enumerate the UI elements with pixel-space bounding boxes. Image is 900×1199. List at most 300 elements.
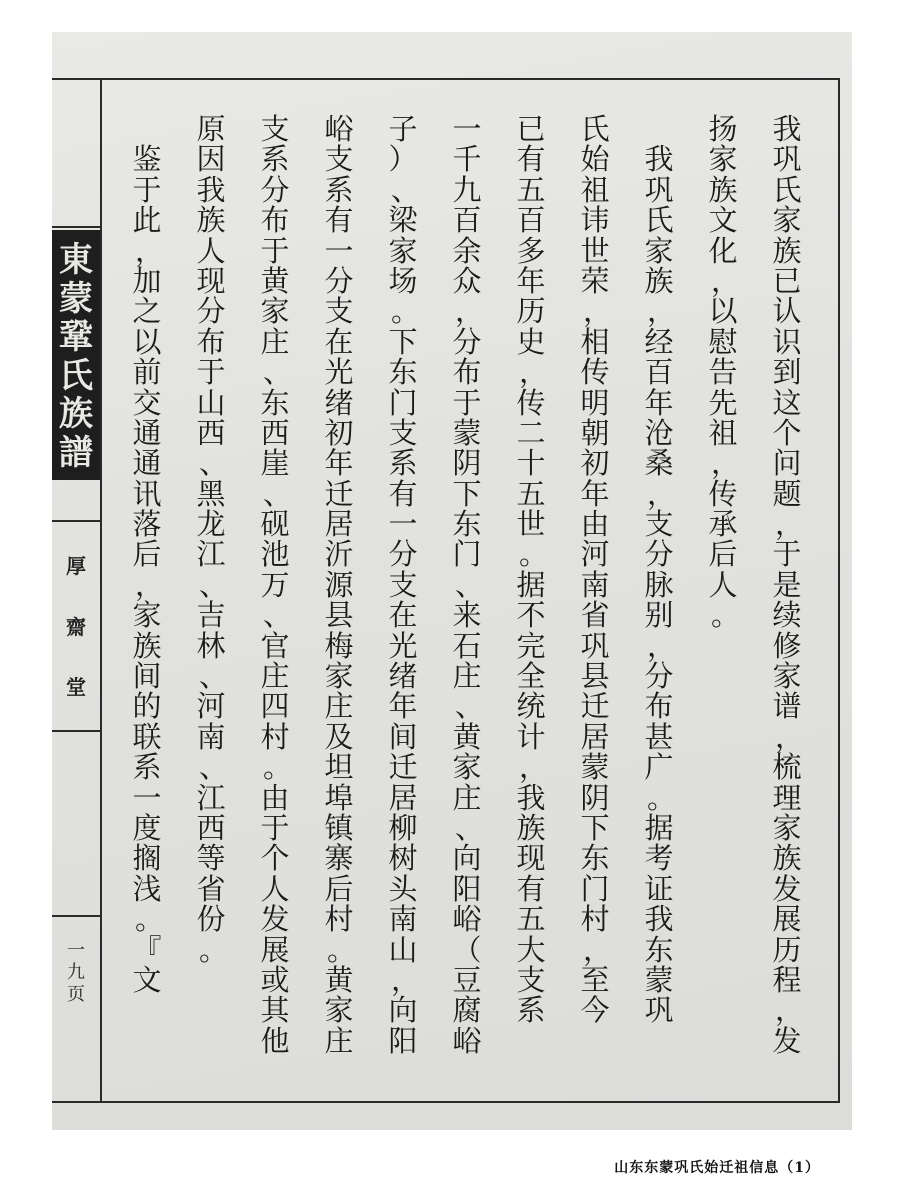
text-char: 家	[260, 294, 290, 329]
text-char: 我	[644, 142, 674, 177]
text-char: 至	[580, 962, 610, 997]
text-char: ，	[711, 263, 741, 298]
text-char: 阴	[580, 780, 610, 815]
text-char: 族	[516, 810, 546, 845]
text-char: 布	[644, 689, 674, 724]
text-char: 南	[196, 719, 226, 754]
text-char: 修	[772, 628, 802, 663]
text-char: 绪	[388, 659, 418, 694]
text-char: 村	[580, 902, 610, 937]
text-char: 支	[260, 112, 290, 146]
text-char: 到	[772, 355, 802, 390]
book-page-photo	[52, 32, 852, 1130]
text-char: 石	[452, 628, 482, 663]
text-char: 、	[455, 567, 485, 602]
text-char: 。	[519, 537, 549, 572]
text-char: 、	[263, 476, 293, 511]
text-char: ，	[647, 294, 677, 329]
text-char: 下	[388, 324, 418, 359]
text-char: 林	[196, 628, 226, 663]
text-char: 村	[260, 719, 290, 754]
text-char: 理	[772, 780, 802, 815]
text-char: 我	[196, 172, 226, 207]
text-char: 以	[132, 324, 162, 359]
text-char: 落	[132, 507, 162, 542]
text-char: 山	[388, 932, 418, 967]
text-column	[314, 114, 364, 1074]
text-char: 光	[324, 355, 354, 390]
text-char: 家	[452, 750, 482, 785]
text-char: ，	[519, 355, 549, 390]
text-column	[442, 114, 492, 1074]
text-char: 门	[452, 537, 482, 572]
text-char: 村	[324, 902, 354, 937]
text-char: 等	[196, 841, 226, 876]
margin-rule	[52, 915, 100, 917]
text-char: 家	[644, 233, 674, 268]
text-char: 或	[260, 962, 290, 997]
text-char: 河	[580, 537, 610, 572]
text-char: 县	[324, 598, 354, 633]
text-char: 于	[260, 810, 290, 845]
text-char: 前	[132, 355, 162, 390]
text-char: 已	[516, 112, 546, 146]
text-char: 东	[644, 932, 674, 967]
text-char: 支	[516, 962, 546, 997]
text-char: 完	[516, 628, 546, 663]
text-char: 腐	[452, 993, 482, 1028]
text-char: 于	[772, 537, 802, 572]
text-char: 认	[772, 294, 802, 329]
text-char: 是	[772, 567, 802, 602]
text-char: 文	[132, 962, 162, 997]
margin-column	[52, 80, 102, 1101]
text-char: 考	[644, 841, 674, 876]
text-char: 支	[324, 294, 354, 329]
text-char: 文	[708, 203, 738, 238]
text-char: 居	[388, 780, 418, 815]
text-column	[122, 114, 172, 1074]
hall-char: 堂	[66, 675, 86, 699]
text-char: 此	[132, 203, 162, 238]
text-char: 门	[388, 385, 418, 420]
text-char: 镇	[324, 810, 354, 845]
text-char: 五	[516, 902, 546, 937]
text-char: 祖	[580, 172, 610, 207]
image-caption: 山东东蒙巩氏始迁祖信息（1）	[614, 1160, 820, 1176]
text-char: 族	[708, 172, 738, 207]
text-char: 峪	[324, 112, 354, 146]
text-char: 黄	[324, 962, 354, 997]
text-char: ，	[583, 294, 613, 329]
text-char: 统	[516, 689, 546, 724]
text-char: 、	[199, 446, 229, 481]
text-char: 家	[324, 993, 354, 1028]
text-char: 布	[452, 355, 482, 390]
text-char: 其	[260, 993, 290, 1028]
text-char: 下	[580, 810, 610, 845]
text-char: 发	[260, 902, 290, 937]
text-char: ，	[391, 962, 421, 997]
text-char: 江	[196, 537, 226, 572]
text-char: 一	[324, 233, 354, 268]
text-char: 搁	[132, 841, 162, 876]
text-char: 多	[516, 233, 546, 268]
text-char: 计	[516, 719, 546, 754]
text-char: 一	[132, 780, 162, 815]
text-char: 始	[580, 142, 610, 177]
text-char: 历	[772, 932, 802, 967]
text-char: 南	[580, 567, 610, 602]
text-char: 柳	[388, 810, 418, 845]
text-char: 年	[644, 385, 674, 420]
text-char: 原	[196, 112, 226, 146]
text-char: 份	[196, 902, 226, 937]
text-char: 于	[196, 355, 226, 390]
text-char: 有	[516, 871, 546, 906]
text-char: 氏	[580, 112, 610, 146]
text-char: 甚	[644, 719, 674, 754]
text-column	[186, 114, 236, 1074]
text-char: 布	[196, 324, 226, 359]
text-char: 砚	[260, 507, 290, 542]
text-char: 先	[708, 385, 738, 420]
text-char: 续	[772, 598, 802, 633]
text-char: 广	[644, 750, 674, 785]
text-column	[506, 114, 556, 1074]
text-char: 支	[324, 142, 354, 177]
text-char: 传	[516, 385, 546, 420]
text-char: 黄	[260, 263, 290, 298]
text-char: 『	[132, 932, 162, 967]
text-char: 有	[516, 142, 546, 177]
text-char: 坦	[324, 750, 354, 785]
text-char: 庄	[324, 1023, 354, 1058]
text-char: 巩	[580, 628, 610, 663]
text-char: 我	[644, 902, 674, 937]
text-char: 家	[772, 203, 802, 238]
text-char: 源	[324, 567, 354, 602]
text-char: 有	[388, 476, 418, 511]
text-char: 、	[263, 598, 293, 633]
text-char: 庄	[260, 659, 290, 694]
text-char: 人	[708, 567, 738, 602]
title-char: 蒙	[59, 278, 93, 319]
text-char: 后	[708, 537, 738, 572]
page-frame	[52, 78, 840, 1103]
text-char: 年	[580, 476, 610, 511]
text-char: 通	[132, 415, 162, 450]
text-char: 百	[452, 203, 482, 238]
text-char: 阴	[452, 446, 482, 481]
text-char: 东	[388, 355, 418, 390]
text-char: 鉴	[132, 142, 162, 177]
text-char: 官	[260, 628, 290, 663]
text-char: 系	[388, 446, 418, 481]
text-char: 。	[263, 750, 293, 785]
text-char: 巩	[644, 172, 674, 207]
text-char: 已	[772, 263, 802, 298]
text-char: 系	[260, 142, 290, 177]
text-char: 荣	[580, 263, 610, 298]
text-char: 告	[708, 355, 738, 390]
text-char: 通	[132, 446, 162, 481]
text-char: 承	[708, 507, 738, 542]
text-char: 以	[708, 294, 738, 329]
text-char: 。	[199, 932, 229, 967]
text-char: 大	[516, 932, 546, 967]
text-char: 度	[132, 810, 162, 845]
text-char: 讳	[580, 203, 610, 238]
text-char: 后	[132, 537, 162, 572]
text-char: 余	[452, 233, 482, 268]
text-char: 谱	[772, 689, 802, 724]
text-char: 后	[324, 871, 354, 906]
text-char: 居	[580, 719, 610, 754]
text-char: 五	[516, 476, 546, 511]
text-char: ，	[711, 446, 741, 481]
text-char: 崖	[260, 446, 290, 481]
text-char: 于	[452, 385, 482, 420]
text-char: 初	[580, 446, 610, 481]
hall-char: 齋	[66, 614, 86, 639]
text-column	[250, 114, 300, 1074]
text-char: 。	[647, 780, 677, 815]
text-char: 百	[516, 203, 546, 238]
text-char: 巩	[644, 993, 674, 1028]
title-char: 族	[59, 394, 93, 435]
page-number	[52, 940, 100, 1020]
text-char: 西	[196, 415, 226, 450]
text-char: 交	[132, 385, 162, 420]
text-char: 现	[196, 263, 226, 298]
text-char: 全	[516, 659, 546, 694]
text-char: ）	[388, 142, 418, 177]
text-char: 年	[388, 689, 418, 724]
text-column	[634, 114, 684, 1074]
text-char: 年	[516, 263, 546, 298]
text-char: 、	[199, 567, 229, 602]
text-column	[570, 114, 620, 1074]
text-char: 百	[644, 355, 674, 390]
text-char: 一	[388, 507, 418, 542]
text-char: 浅	[132, 871, 162, 906]
text-char: 支	[388, 567, 418, 602]
text-char: 展	[772, 902, 802, 937]
genealogy-title	[52, 230, 100, 480]
text-char: ，	[519, 750, 549, 785]
text-char: 迁	[580, 689, 610, 724]
text-char: 。	[135, 902, 165, 937]
page-char: 一	[67, 940, 85, 961]
text-char: 蒙	[580, 750, 610, 785]
text-char: 不	[516, 598, 546, 633]
text-char: 祖	[708, 415, 738, 450]
text-char: 发	[772, 1023, 802, 1058]
text-char: 联	[132, 719, 162, 754]
text-char: 据	[516, 567, 546, 602]
text-char: 及	[324, 719, 354, 754]
text-char: 、	[391, 172, 421, 207]
text-char: 场	[388, 263, 418, 298]
text-char: ，	[583, 932, 613, 967]
title-char: 東	[59, 240, 93, 281]
text-char: 来	[452, 598, 482, 633]
text-char: 桑	[644, 446, 674, 481]
text-char: 众	[452, 263, 482, 298]
text-char: 在	[388, 598, 418, 633]
text-char: 识	[772, 324, 802, 359]
text-char: 由	[260, 780, 290, 815]
text-char: 梅	[324, 628, 354, 663]
text-char: 沧	[644, 415, 674, 450]
text-char: 族	[196, 203, 226, 238]
text-char: 布	[260, 203, 290, 238]
text-char: 、	[199, 750, 229, 785]
text-char: 家	[388, 233, 418, 268]
text-char: 经	[644, 324, 674, 359]
text-char: 巩	[772, 142, 802, 177]
text-char: 县	[580, 659, 610, 694]
text-char: 省	[196, 871, 226, 906]
text-char: 在	[324, 324, 354, 359]
text-char: 分	[324, 263, 354, 298]
text-char: 支	[388, 415, 418, 450]
text-char: 脉	[644, 567, 674, 602]
text-char: 吉	[196, 598, 226, 633]
text-char: 家	[708, 142, 738, 177]
text-char: 世	[580, 233, 610, 268]
text-char: 南	[388, 902, 418, 937]
text-char: 系	[324, 172, 354, 207]
text-char: 世	[516, 507, 546, 542]
text-char: 。	[327, 932, 357, 967]
text-char: 氏	[644, 203, 674, 238]
text-char: 东	[580, 841, 610, 876]
text-char: 现	[516, 841, 546, 876]
text-char: 江	[196, 780, 226, 815]
text-char: 据	[644, 810, 674, 845]
text-char: 化	[708, 233, 738, 268]
text-char: 我	[772, 112, 802, 146]
page-char: 九	[67, 962, 85, 983]
text-char: ，	[455, 294, 485, 329]
text-char: 年	[324, 446, 354, 481]
text-char: 绪	[324, 385, 354, 420]
text-char: 族	[132, 628, 162, 663]
text-char: 河	[196, 689, 226, 724]
text-char: 有	[324, 203, 354, 238]
text-char: 蒙	[644, 962, 674, 997]
text-char: 头	[388, 871, 418, 906]
text-char: 、	[455, 810, 485, 845]
page-char: 页	[67, 984, 85, 1005]
text-char: 人	[260, 871, 290, 906]
text-char: 因	[196, 142, 226, 177]
text-char: 阳	[388, 1023, 418, 1058]
text-char: 西	[260, 415, 290, 450]
text-char: 题	[772, 476, 802, 511]
text-char: 埠	[324, 780, 354, 815]
text-char: ，	[775, 719, 805, 754]
text-char: 居	[324, 507, 354, 542]
text-char: ，	[775, 507, 805, 542]
text-char: 千	[452, 142, 482, 177]
text-char: 庄	[452, 659, 482, 694]
text-char: （	[452, 932, 482, 967]
text-char: 。	[711, 598, 741, 633]
text-char: 省	[580, 598, 610, 633]
text-char: 分	[388, 537, 418, 572]
text-char: 二	[516, 415, 546, 450]
text-char: 家	[132, 598, 162, 633]
text-char: 传	[580, 355, 610, 390]
text-column	[378, 114, 428, 1074]
text-char: 庄	[260, 324, 290, 359]
text-char: 五	[516, 172, 546, 207]
text-char: 之	[132, 294, 162, 329]
text-char: 族	[772, 233, 802, 268]
text-char: 于	[260, 233, 290, 268]
text-char: 于	[132, 172, 162, 207]
text-char: 东	[452, 507, 482, 542]
text-char: 由	[580, 507, 610, 542]
text-char: 梳	[772, 750, 802, 785]
text-char: 我	[516, 780, 546, 815]
text-char: 山	[196, 385, 226, 420]
text-char: 展	[260, 932, 290, 967]
text-char: 系	[132, 750, 162, 785]
text-char: 个	[260, 841, 290, 876]
text-char: 阳	[452, 871, 482, 906]
text-column	[762, 114, 812, 1074]
text-char: 分	[196, 294, 226, 329]
text-char: 蒙	[452, 415, 482, 450]
text-char: 九	[452, 172, 482, 207]
text-char: 氏	[772, 172, 802, 207]
text-char: 。	[391, 294, 421, 329]
text-char: ，	[135, 567, 165, 602]
text-char: 家	[324, 659, 354, 694]
text-char: 这	[772, 385, 802, 420]
text-char	[641, 114, 677, 144]
text-char: 加	[132, 263, 162, 298]
title-char: 鞏	[59, 317, 93, 358]
text-char: 明	[580, 385, 610, 420]
vertical-text-body	[122, 114, 812, 1074]
text-char: 家	[772, 659, 802, 694]
text-char: 历	[516, 294, 546, 329]
text-char: 子	[388, 112, 418, 146]
text-char: 黑	[196, 476, 226, 511]
text-char: 别	[644, 598, 674, 633]
text-char: 西	[196, 810, 226, 845]
text-char: 黄	[452, 719, 482, 754]
title-char: 氏	[59, 355, 93, 396]
text-char: 家	[772, 810, 802, 845]
text-char: 支	[644, 507, 674, 542]
text-char: 间	[388, 719, 418, 754]
text-char: 程	[772, 962, 802, 997]
text-char: 证	[644, 871, 674, 906]
text-char: 相	[580, 324, 610, 359]
text-char: 池	[260, 537, 290, 572]
text-char: 慰	[708, 324, 738, 359]
text-char: 初	[324, 415, 354, 450]
text-char: 、	[455, 689, 485, 724]
text-char: 沂	[324, 537, 354, 572]
text-char: 门	[580, 871, 610, 906]
